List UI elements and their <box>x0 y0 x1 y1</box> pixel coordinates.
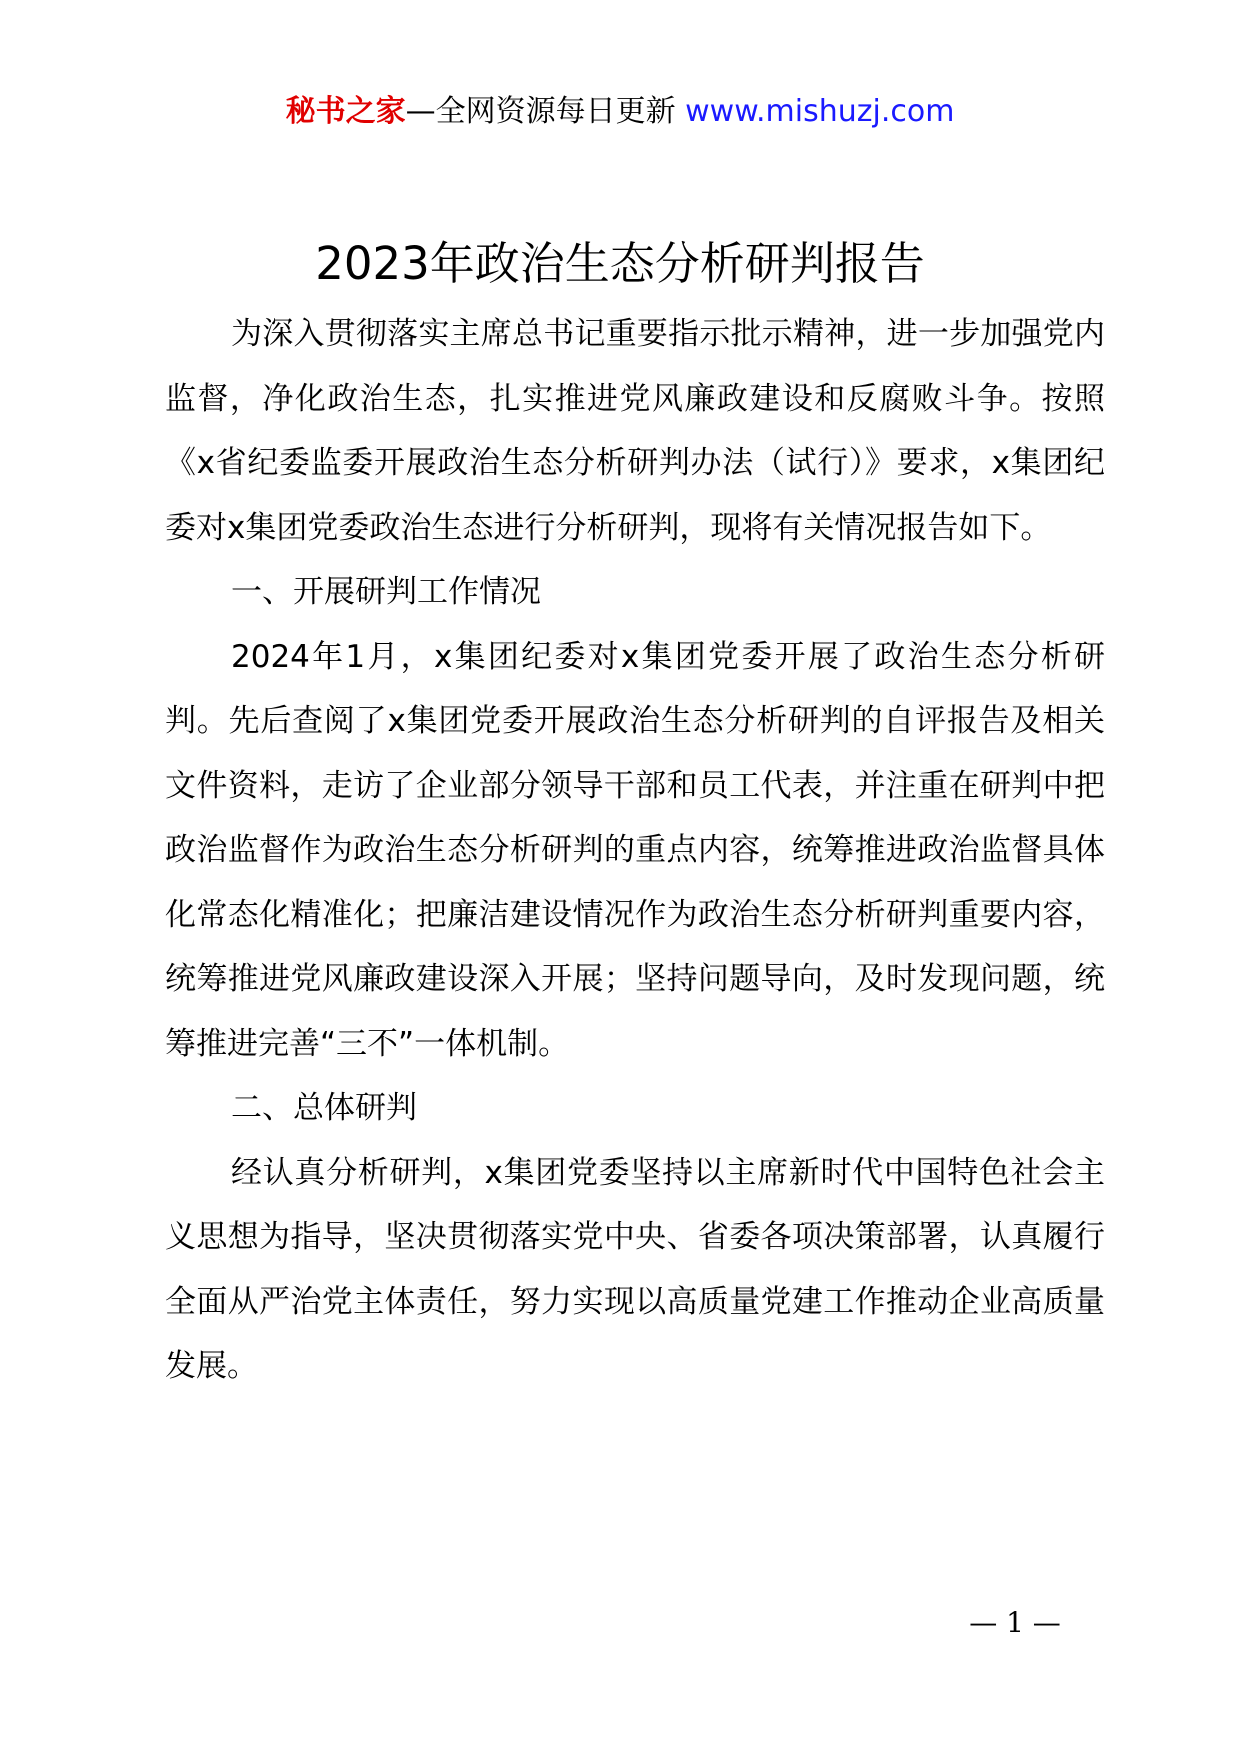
site-brand: 秘书之家 <box>285 94 406 129</box>
document-title: 2023年政治生态分析研判报告 <box>315 237 925 290</box>
intro-paragraph: 为深入贯彻落实主席总书记重要指示批示精神，进一步加强党内监督，净化政治生态，扎实推进党风廉政建设和反腐败斗争。按照《x省纪委监委开展政治生态分析研判办法（试行）》要求，x集团纪委对x集团党委政治生态进行分析研判，现将有关情况报告如下。 <box>165 316 1105 546</box>
section-heading-2: 二、总体研判 <box>231 1090 417 1126</box>
site-tagline: —全网资源每日更新 <box>405 94 676 129</box>
site-header <box>0 92 1240 132</box>
section-heading-1: 一、开展研判工作情况 <box>231 574 541 610</box>
section-2-paragraph: 经认真分析研判，x集团党委坚持以主席新时代中国特色社会主义思想为指导，坚决贯彻落实党中央、省委各项决策部署，认真履行全面从严治党主体责任，努力实现以高质量党建工作推动企业高质量发展。 <box>165 1154 1105 1384</box>
page-number: — 1 — <box>969 1606 1061 1639</box>
site-url-link[interactable]: www.mishuzj.com <box>685 94 955 129</box>
document-body <box>165 302 1105 1399</box>
section-1-paragraph: 2024年1月，x集团纪委对x集团党委开展了政治生态分析研判。先后查阅了x集团党委开展政治生态分析研判的自评报告及相关文件资料，走访了企业部分领导干部和员工代表，并注重在研判中把政治监督作为政治生态分析研判的重点内容，统筹推进政治监督具体化常态化精准化；把廉洁建设情况作为政治生态分析研判重要内容，统筹推进党风廉政建设深入开展；坚持问题导向，及时发现问题，统筹推进完善“三不”一体机制。 <box>165 638 1105 1062</box>
